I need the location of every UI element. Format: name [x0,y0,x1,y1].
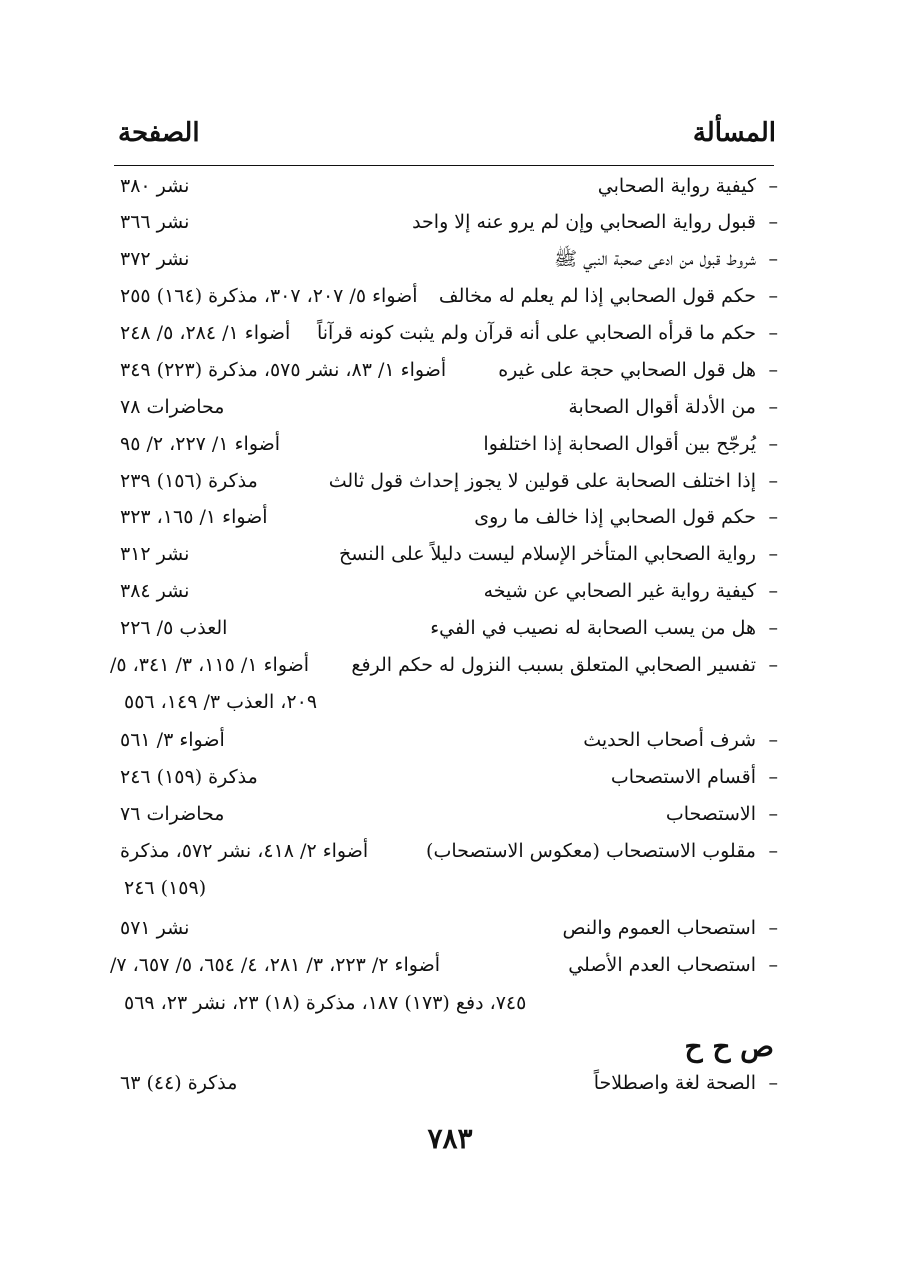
entry-topic: حكم ما قرأه الصحابي على أنه قرآن ولم يثبت كونه قرآناً [316,322,756,344]
page-column-title: الصفحة [118,118,200,148]
index-entry [110,464,778,498]
index-entry [110,611,778,645]
entry-topic: أقسام الاستصحاب [610,766,756,788]
index-entry [110,500,778,534]
bullet-dash: – [768,396,778,418]
entry-topic: الصحة لغة واصطلاحاً [593,1072,756,1094]
entry-topic: قبول رواية الصحابي وإن لم يرو عنه إلا واحد [412,211,756,233]
index-entry [110,390,778,424]
entry-reference: أضواء ١/ ٨٣، نشر ٥٧٥، مذكرة (٢٢٣) ٣٤٩ [120,359,447,381]
entry-reference: نشر ٣٨٠ [120,175,190,197]
bullet-dash: – [768,285,778,307]
entry-topic: يُرجّح بين أقوال الصحابة إذا اختلفوا [483,433,756,455]
header-divider [114,165,774,166]
index-entry [110,279,778,313]
index-entry [110,911,778,945]
bullet-dash: – [768,322,778,344]
bullet-dash: – [768,433,778,455]
index-entry [110,427,778,461]
bullet-dash: – [768,359,778,381]
entry-topic: شروط قبول من ادعى صحبة النبي ﷺ [554,248,756,270]
index-entry [110,169,778,203]
index-entry [110,948,778,982]
entry-topic: إذا اختلف الصحابة على قولين لا يجوز إحداث قول ثالث [328,470,756,492]
entry-topic: رواية الصحابي المتأخر الإسلام ليست دليلاً على النسخ [339,543,756,565]
entry-reference: أضواء ١/ ٢٢٧، ٢/ ٩٥ [120,433,281,455]
entry-reference: مذكرة (٤٤) ٦٣ [120,1072,238,1094]
entry-reference-continued: (١٥٩) ٢٤٦ [124,877,207,899]
entry-reference: أضواء ٥/ ٢٠٧، ٣٠٧، مذكرة (١٦٤) ٢٥٥ [120,285,418,307]
entry-topic: حكم قول الصحابي إذا لم يعلم له مخالف [438,285,756,307]
entry-reference: أضواء ١/ ١١٥، ٣/ ٣٤١، ٥/ [110,654,310,676]
entry-topic: حكم قول الصحابي إذا خالف ما روى [474,506,756,528]
entry-topic: هل قول الصحابي حجة على غيره [498,359,756,381]
index-entry [110,574,778,608]
entry-reference: العذب ٥/ ٢٢٦ [120,617,228,639]
bullet-dash: – [768,543,778,565]
index-entry [110,834,778,868]
index-entry [110,648,778,682]
bullet-dash: – [768,248,778,270]
index-entry [110,537,778,571]
entry-reference-continued: ٢٠٩، العذب ٣/ ١٤٩، ٥٥٦ [124,691,318,713]
entry-reference: نشر ٣٧٢ [120,248,190,270]
bullet-dash: – [768,470,778,492]
entry-reference-continued: ٧٤٥، دفع (١٧٣) ١٨٧، مذكرة (١٨) ٢٣، نشر ٢٣، ٥٦٩ [124,992,527,1014]
topic-column-title: المسألة [692,118,776,148]
entry-topic: من الأدلة أقوال الصحابة [568,396,756,418]
entry-topic: الاستصحاب [665,803,756,825]
entry-reference: أضواء ٣/ ٥٦١ [120,729,225,751]
entry-reference: أضواء ٢/ ٢٢٣، ٣/ ٢٨١، ٤/ ٦٥٤، ٥/ ٦٥٧، ٧/ [110,954,440,976]
entry-reference: محاضرات ٧٨ [120,396,225,418]
entry-topic: شرف أصحاب الحديث [583,729,756,751]
entry-topic: كيفية رواية الصحابي [597,175,756,197]
entry-reference: محاضرات ٧٦ [120,803,225,825]
bullet-dash: – [768,506,778,528]
entry-reference: نشر ٥٧١ [120,917,190,939]
bullet-dash: – [768,654,778,676]
entry-reference: أضواء ١/ ١٦٥، ٣٢٣ [120,506,268,528]
entry-reference: أضواء ١/ ٢٨٤، ٥/ ٢٤٨ [120,322,291,344]
bullet-dash: – [768,917,778,939]
bullet-dash: – [768,211,778,233]
bullet-dash: – [768,580,778,602]
entry-reference: نشر ٣١٢ [120,543,190,565]
bullet-dash: – [768,729,778,751]
entry-reference: نشر ٣٨٤ [120,580,190,602]
entry-reference: نشر ٣٦٦ [120,211,190,233]
entry-topic: كيفية رواية غير الصحابي عن شيخه [483,580,756,602]
bullet-dash: – [768,617,778,639]
index-entry [110,760,778,794]
bullet-dash: – [768,766,778,788]
entry-reference: مذكرة (١٥٦) ٢٣٩ [120,470,258,492]
bullet-dash: – [768,1072,778,1094]
index-entry [110,242,778,276]
index-entry [110,1066,778,1100]
entry-topic: استصحاب العموم والنص [562,917,756,939]
bullet-dash: – [768,954,778,976]
index-entry [110,316,778,350]
index-entry [110,205,778,239]
entry-reference: أضواء ٢/ ٤١٨، نشر ٥٧٢، مذكرة [120,840,369,862]
index-entry [110,797,778,831]
index-entry [110,353,778,387]
entry-topic: هل من يسب الصحابة له نصيب في الفيء [430,617,756,639]
entry-topic: استصحاب العدم الأصلي [568,954,756,976]
entry-reference: مذكرة (١٥٩) ٢٤٦ [120,766,258,788]
entry-topic: مقلوب الاستصحاب (معكوس الاستصحاب) [426,840,756,862]
bullet-dash: – [768,175,778,197]
section-heading: ص ح ح [684,1030,774,1063]
index-entry [110,723,778,757]
column-header [118,118,776,158]
bullet-dash: – [768,840,778,862]
page-number: ٧٨٣ [427,1122,473,1155]
bullet-dash: – [768,803,778,825]
entry-topic: تفسير الصحابي المتعلق بسبب النزول له حكم الرفع [351,654,756,676]
